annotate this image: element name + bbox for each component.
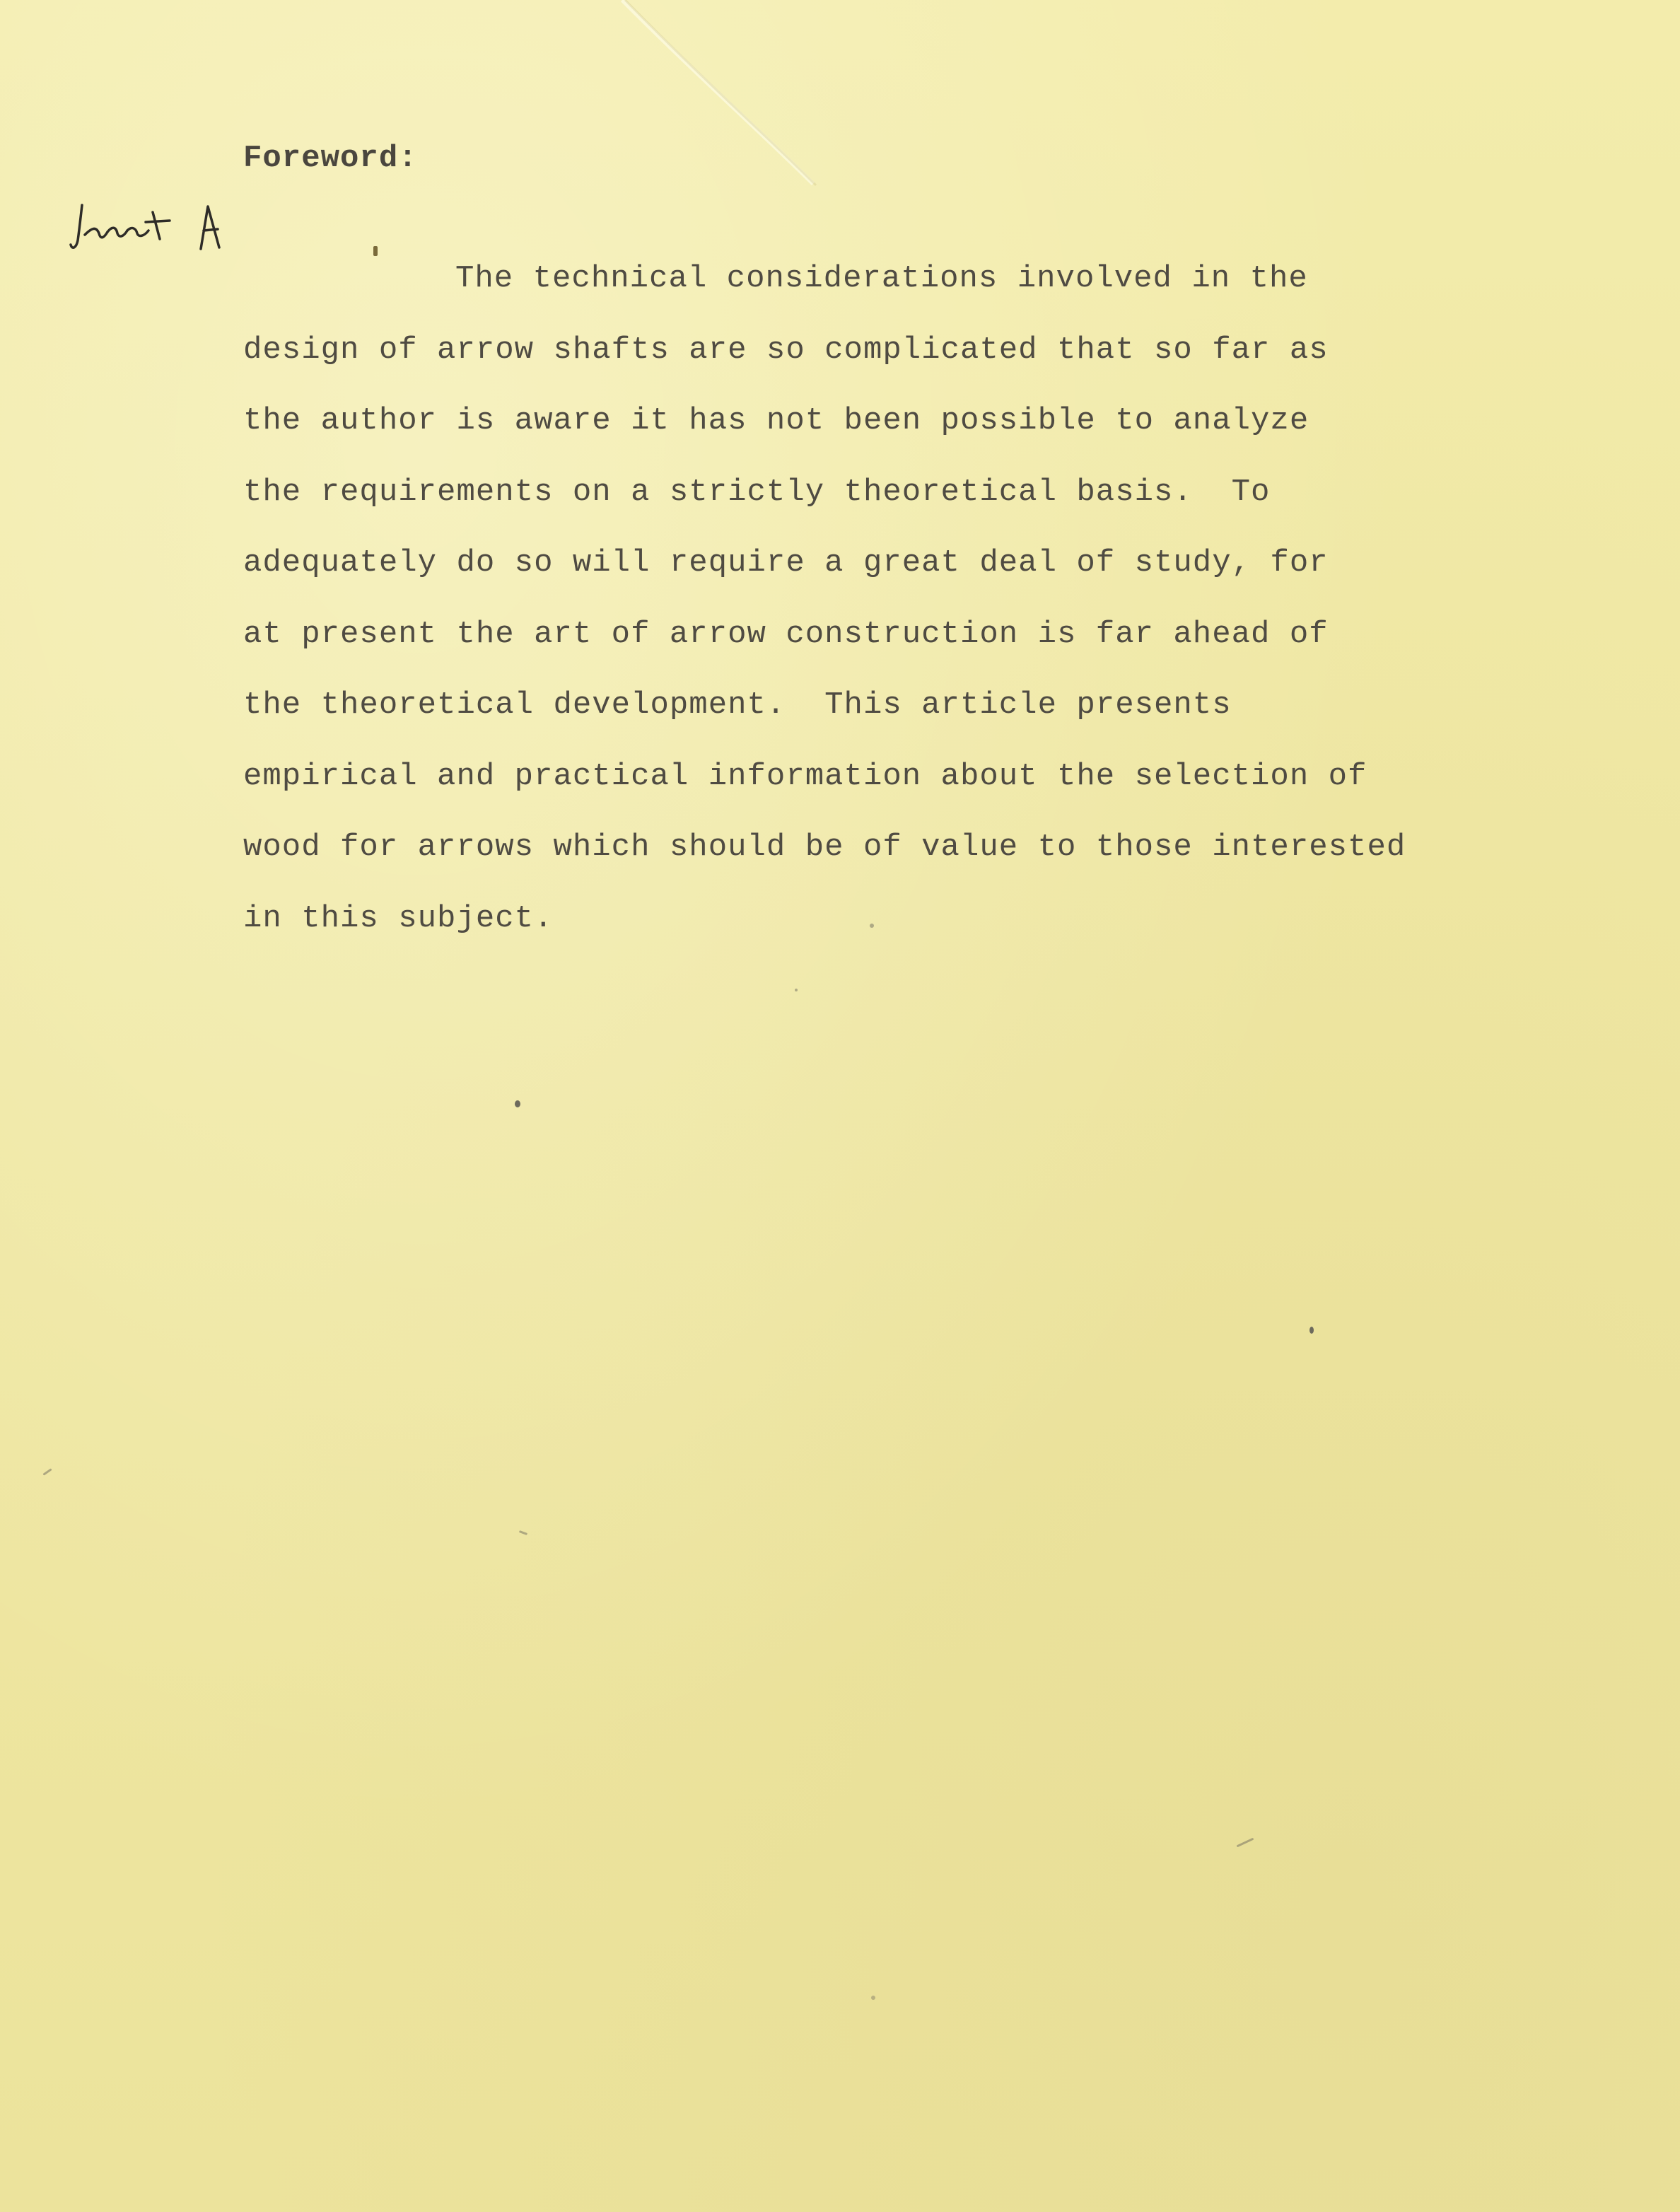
- paper-speck: [515, 1100, 520, 1107]
- paper-speck: [519, 1530, 527, 1535]
- paragraph-line-10: in this subject.: [243, 900, 554, 936]
- paragraph-line-5: adequately do so will require a great deal of study, for: [243, 545, 1329, 581]
- paper-speck: [795, 989, 798, 991]
- paper-speck: [870, 924, 874, 928]
- paragraph-line-1: The technical considerations involved in the: [455, 261, 1308, 296]
- paragraph-line-9: wood for arrows which should be of value to those interested: [243, 830, 1406, 865]
- paragraph-line-2: design of arrow shafts are so complicated that so far as: [243, 332, 1329, 368]
- foreword-paragraph: [243, 243, 1406, 954]
- paper-speck: [42, 1468, 52, 1475]
- paper-speck: [1237, 1838, 1254, 1848]
- paper-speck: [871, 1996, 875, 2000]
- handwritten-insert-a-annotation: [68, 198, 259, 262]
- paragraph-line-4: the requirements on a strictly theoretical basis. To: [243, 474, 1271, 510]
- paragraph-line-3: the author is aware it has not been possible to analyze: [243, 403, 1309, 438]
- paper-speck: [373, 246, 378, 256]
- paper-speck: [1309, 1327, 1314, 1334]
- paragraph-line-6: at present the art of arrow construction is far ahead of: [243, 616, 1329, 652]
- foreword-heading: Foreword:: [243, 141, 418, 176]
- paragraph-line-7: the theoretical development. This article presents: [243, 687, 1232, 723]
- paragraph-line-8: empirical and practical information about the selection of: [243, 758, 1367, 794]
